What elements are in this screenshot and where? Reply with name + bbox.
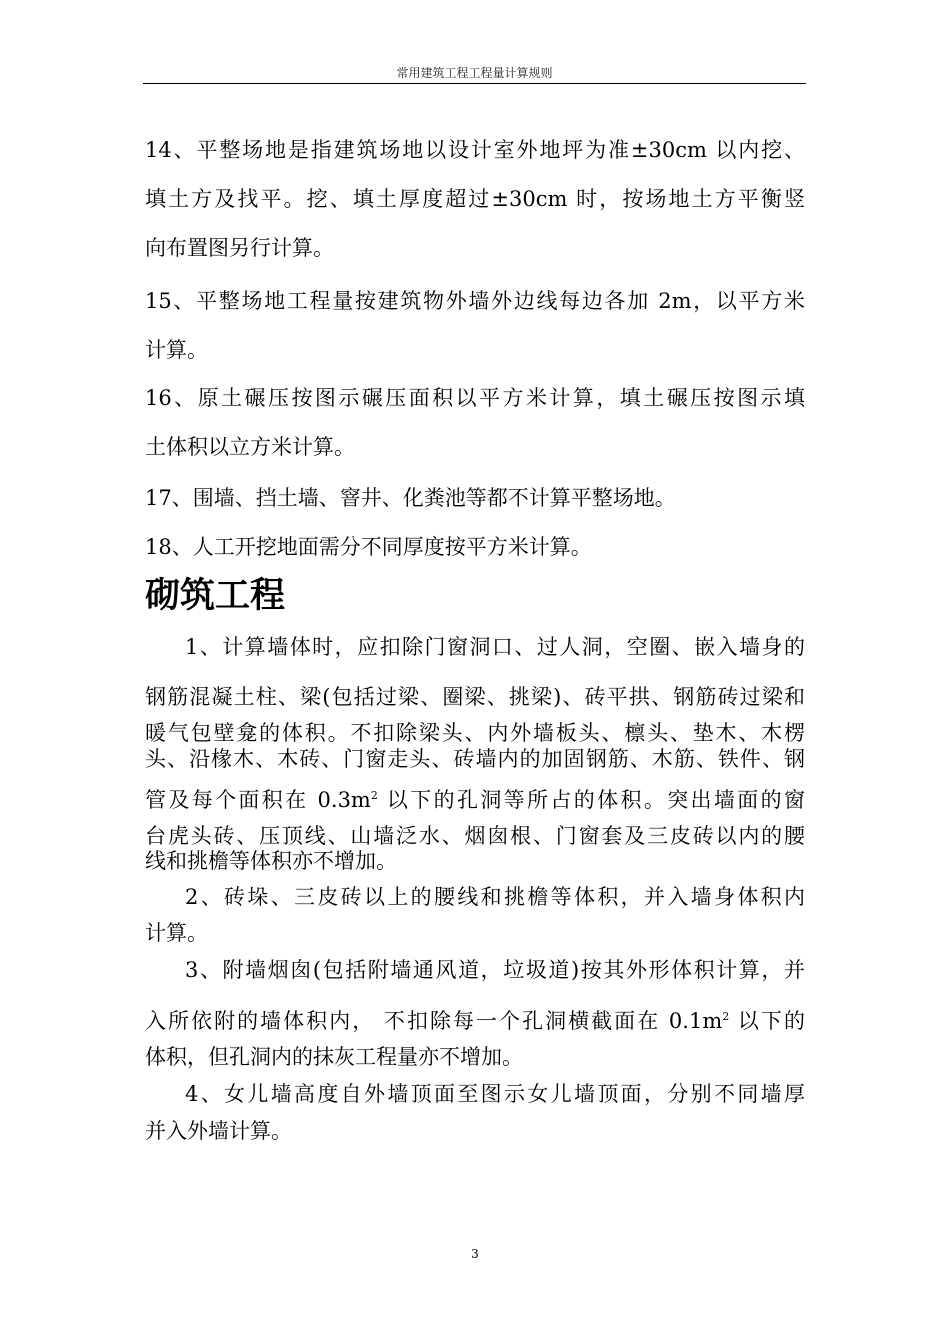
- rule-15-line-1: 15、平整场地工程量按建筑物外墙外边线每边各加 2m，以平方米: [145, 289, 805, 313]
- masonry-rule-3-line-3: 体积，但孔洞内的抹灰工程量亦不增加。: [145, 1045, 523, 1069]
- masonry-rule-1-line-2: 钢筋混凝土柱、梁(包括过梁、圈梁、挑梁)、砖平拱、钢筋砖过梁和: [145, 685, 805, 709]
- masonry-rule-2-line-2: 计算。: [145, 921, 208, 945]
- header-rule: [143, 83, 806, 84]
- rule-16-line-1: 16、原土碾压按图示碾压面积以平方米计算，填土碾压按图示填: [145, 386, 805, 410]
- masonry-rule-3-line-2: [145, 1008, 805, 1034]
- masonry-rule-3-line-1: 3、附墙烟囱(包括附墙通风道，垃圾道)按其外形体积计算，并: [185, 958, 805, 982]
- masonry-rule-1-line-5: [145, 787, 805, 813]
- rule-18: 18、人工开挖地面需分不同厚度按平方米计算。: [145, 535, 592, 559]
- page-number: 3: [471, 1247, 479, 1261]
- superscript: 2: [722, 1010, 730, 1023]
- masonry-rule-1-line-6: 台虎头砖、压顶线、山墙泛水、烟囱根、门窗套及三皮砖以内的腰: [145, 824, 805, 848]
- rule-14-line-1: 14、平整场地是指建筑场地以设计室外地坪为准±30cm 以内挖、: [145, 138, 805, 162]
- masonry-rule-2-line-1: 2、砖垛、三皮砖以上的腰线和挑檐等体积，并入墙身体积内: [185, 885, 805, 909]
- rule-17: 17、围墙、挡土墙、窨井、化粪池等都不计算平整场地。: [145, 486, 676, 510]
- section-title: 砌筑工程: [145, 576, 286, 616]
- masonry-rule-1-line-3: 暖气包壁龛的体积。不扣除梁头、内外墙板头、檩头、垫木、木楞: [145, 721, 805, 745]
- page-header: 常用建筑工程工程量计算规则: [396, 66, 553, 80]
- rule-16-line-2: 土体积以立方米计算。: [145, 435, 355, 459]
- masonry-rule-4-line-2: 并入外墙计算。: [145, 1119, 292, 1143]
- superscript: 2: [370, 789, 378, 802]
- text-after-sup: 以下的孔洞等所占的体积。突出墙面的窗: [377, 788, 805, 812]
- rule-15-line-2: 计算。: [145, 338, 208, 362]
- masonry-rule-1-line-7: 线和挑檐等体积亦不增加。: [145, 849, 397, 873]
- masonry-rule-1-line-4: 头、沿椽木、木砖、门窗走头、砖墙内的加固钢筋、木筋、铁件、钢: [145, 747, 805, 771]
- text-before-sup: 入所依附的墙体积内， 不扣除每一个孔洞横截面在 0.1m: [145, 1009, 723, 1033]
- masonry-rule-4-line-1: 4、女儿墙高度自外墙顶面至图示女儿墙顶面，分别不同墙厚: [185, 1082, 805, 1106]
- rule-14-line-3: 向布置图另行计算。: [145, 236, 334, 260]
- text-before-sup: 管及每个面积在 0.3m: [145, 788, 371, 812]
- masonry-rule-1-line-1: 1、计算墙体时，应扣除门窗洞口、过人洞，空圈、嵌入墙身的: [185, 635, 805, 659]
- text-after-sup: 以下的: [729, 1009, 805, 1033]
- rule-14-line-2: 填土方及找平。挖、填土厚度超过±30cm 时，按场地土方平衡竖: [145, 187, 805, 211]
